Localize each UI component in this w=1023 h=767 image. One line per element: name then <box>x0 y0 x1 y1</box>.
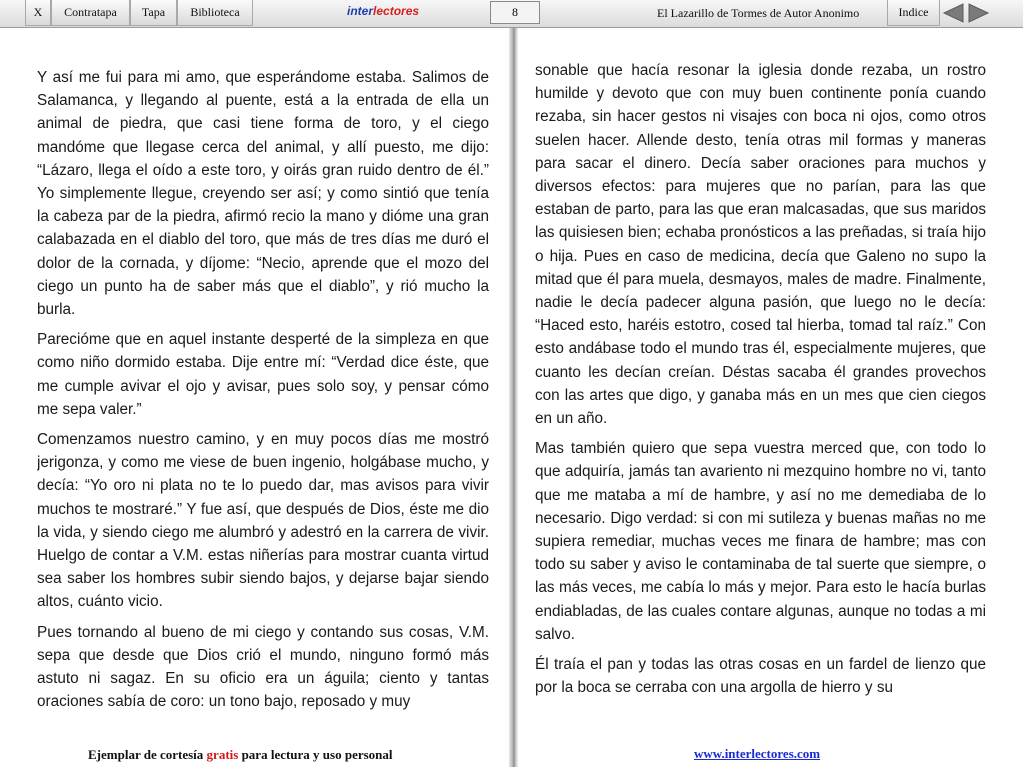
paragraph: Y así me fui para mi amo, que esperándome estaba. Salimos de Salamanca, y llegando al puente, está a la entrada de ella un animal de piedra, que casi tiene forma de toro, y el ciego mandóme que llegase cerca del animal, y allí puesto, me dijo: “Lázaro, llega el oído a este toro, y oirás gran ruido dentro de él.” Yo simplemente llegue, creyendo ser así; y como sintió que tenía la cabeza par de la piedra, afirmó recio la mano y dióme una gran calabazada en el diablo del toro, que más de tres días me duró el dolor de la cornada, y díjome: “Necio, aprende que el mozo del ciego un punto ha de saber más que el diablo”, y rió mucho la burla. <box>37 69 489 319</box>
courtesy-part-1: Ejemplar de cortesía <box>88 747 207 762</box>
next-page-icon[interactable] <box>967 2 991 24</box>
courtesy-part-2: para lectura y uso personal <box>238 747 393 762</box>
cover-button[interactable]: Tapa <box>130 0 177 26</box>
courtesy-free-word: gratis <box>206 747 239 762</box>
brand-part-1: inter <box>347 4 374 18</box>
courtesy-notice <box>88 747 393 763</box>
top-toolbar <box>0 0 1023 28</box>
index-button[interactable]: Indice <box>887 0 940 26</box>
paragraph: sonable que hacía resonar la iglesia donde rezaba, un rostro humilde y devoto que con muy buen continente ponía cuando rezaba, sin hacer gestos ni visajes con boca ni ojos, como otros suelen hacer. Allende desto, tenía otras mil formas y maneras para sacar el dinero. Decía saber oraciones para muchos y diversos efectos: para mujeres que no parían, para las que estaban de parto, para las que eran malcasadas, que sus maridos las quisiesen bien; echaba pronósticos a las preñadas, si traía hijo o hija. Pues en caso de medicina, decía que Galeno no supo la mitad que él para muela, desmayos, males de madre. Finalmente, nadie le decía padecer alguna pasión, que luego no le decía: “Haced esto, haréis estotro, cosed tal hierba, tomad tal raíz.” Con esto andábase todo el mundo tras él, especialmente mujeres, que cuanto les decían creían. Déstas sacaba él grandes provechos con las artes que digo, y ganaba más en un mes que cien ciegos en un año. <box>535 62 986 428</box>
paragraph: Comenzamos nuestro camino, y en muy pocos días me mostró jerigonza, y como me viese de buen ingenio, holgábase mucho, y decía: “Yo oro ni plata no te lo puedo dar, mas avisos para vivir muchos te mostraré.” Y fue así, que después de Dios, éste me dio la vida, y siendo ciego me alumbró y adestró en la carrera de vivir. Huelgo de contar a V.M. estas niñerías para mostrar cuanta virtud sea saber los hombres subir siendo bajos, y dejarse bajar siendo altos, cuánto vicio. <box>37 431 489 611</box>
right-page-text <box>535 59 986 739</box>
website-link[interactable]: www.interlectores.com <box>694 746 821 761</box>
paragraph: Mas también quiero que sepa vuestra merced que, con todo lo que adquiría, jamás tan avariento ni mezquino hombre no vi, tanto que me mataba a mí de hambre, y así no me demediaba de lo necesario. Digo verdad: si con mi sutileza y buenas mañas no me supiera remediar, muchas veces me finara de hambre; mas con todo su saber y aviso le contaminaba de tal suerte que siempre, o las más veces, me cabía lo más y mejor. Para esto le hacía burlas endiabladas, de las cuales contare algunas, aunque no todas a mi salvo. <box>535 440 986 643</box>
book-title: El Lazarillo de Tormes de Autor Anonimo <box>657 5 860 20</box>
back-cover-button[interactable]: Contratapa <box>51 0 130 26</box>
book-spine <box>509 28 518 767</box>
prev-page-icon[interactable] <box>941 2 965 24</box>
page-number-field[interactable]: 8 <box>490 1 540 24</box>
brand-part-2: lectores <box>373 4 420 18</box>
left-page-text <box>37 66 489 746</box>
brand-logo <box>347 4 419 18</box>
library-button[interactable]: Biblioteca <box>177 0 253 26</box>
paragraph: Parecióme que en aquel instante desperté de la simpleza en que como niño dormido estaba. Dije entre mí: “Verdad dice éste, que me cumple avivar el ojo y avisar, pues solo soy, y pensar cómo me sepa valer.” <box>37 331 489 418</box>
paragraph: Pues tornando al bueno de mi ciego y contando sus cosas, V.M. sepa que desde que Dios crió el mundo, ninguno formó más astuto ni sagaz. En su oficio era un águila; ciento y tantas oraciones sabía de coro: un tono bajo, reposado y muy <box>37 623 489 711</box>
paragraph: Él traía el pan y todas las otras cosas en un fardel de lienzo que por la boca se cerraba con una argolla de hierro y su <box>535 656 986 697</box>
close-button[interactable]: X <box>25 0 51 26</box>
